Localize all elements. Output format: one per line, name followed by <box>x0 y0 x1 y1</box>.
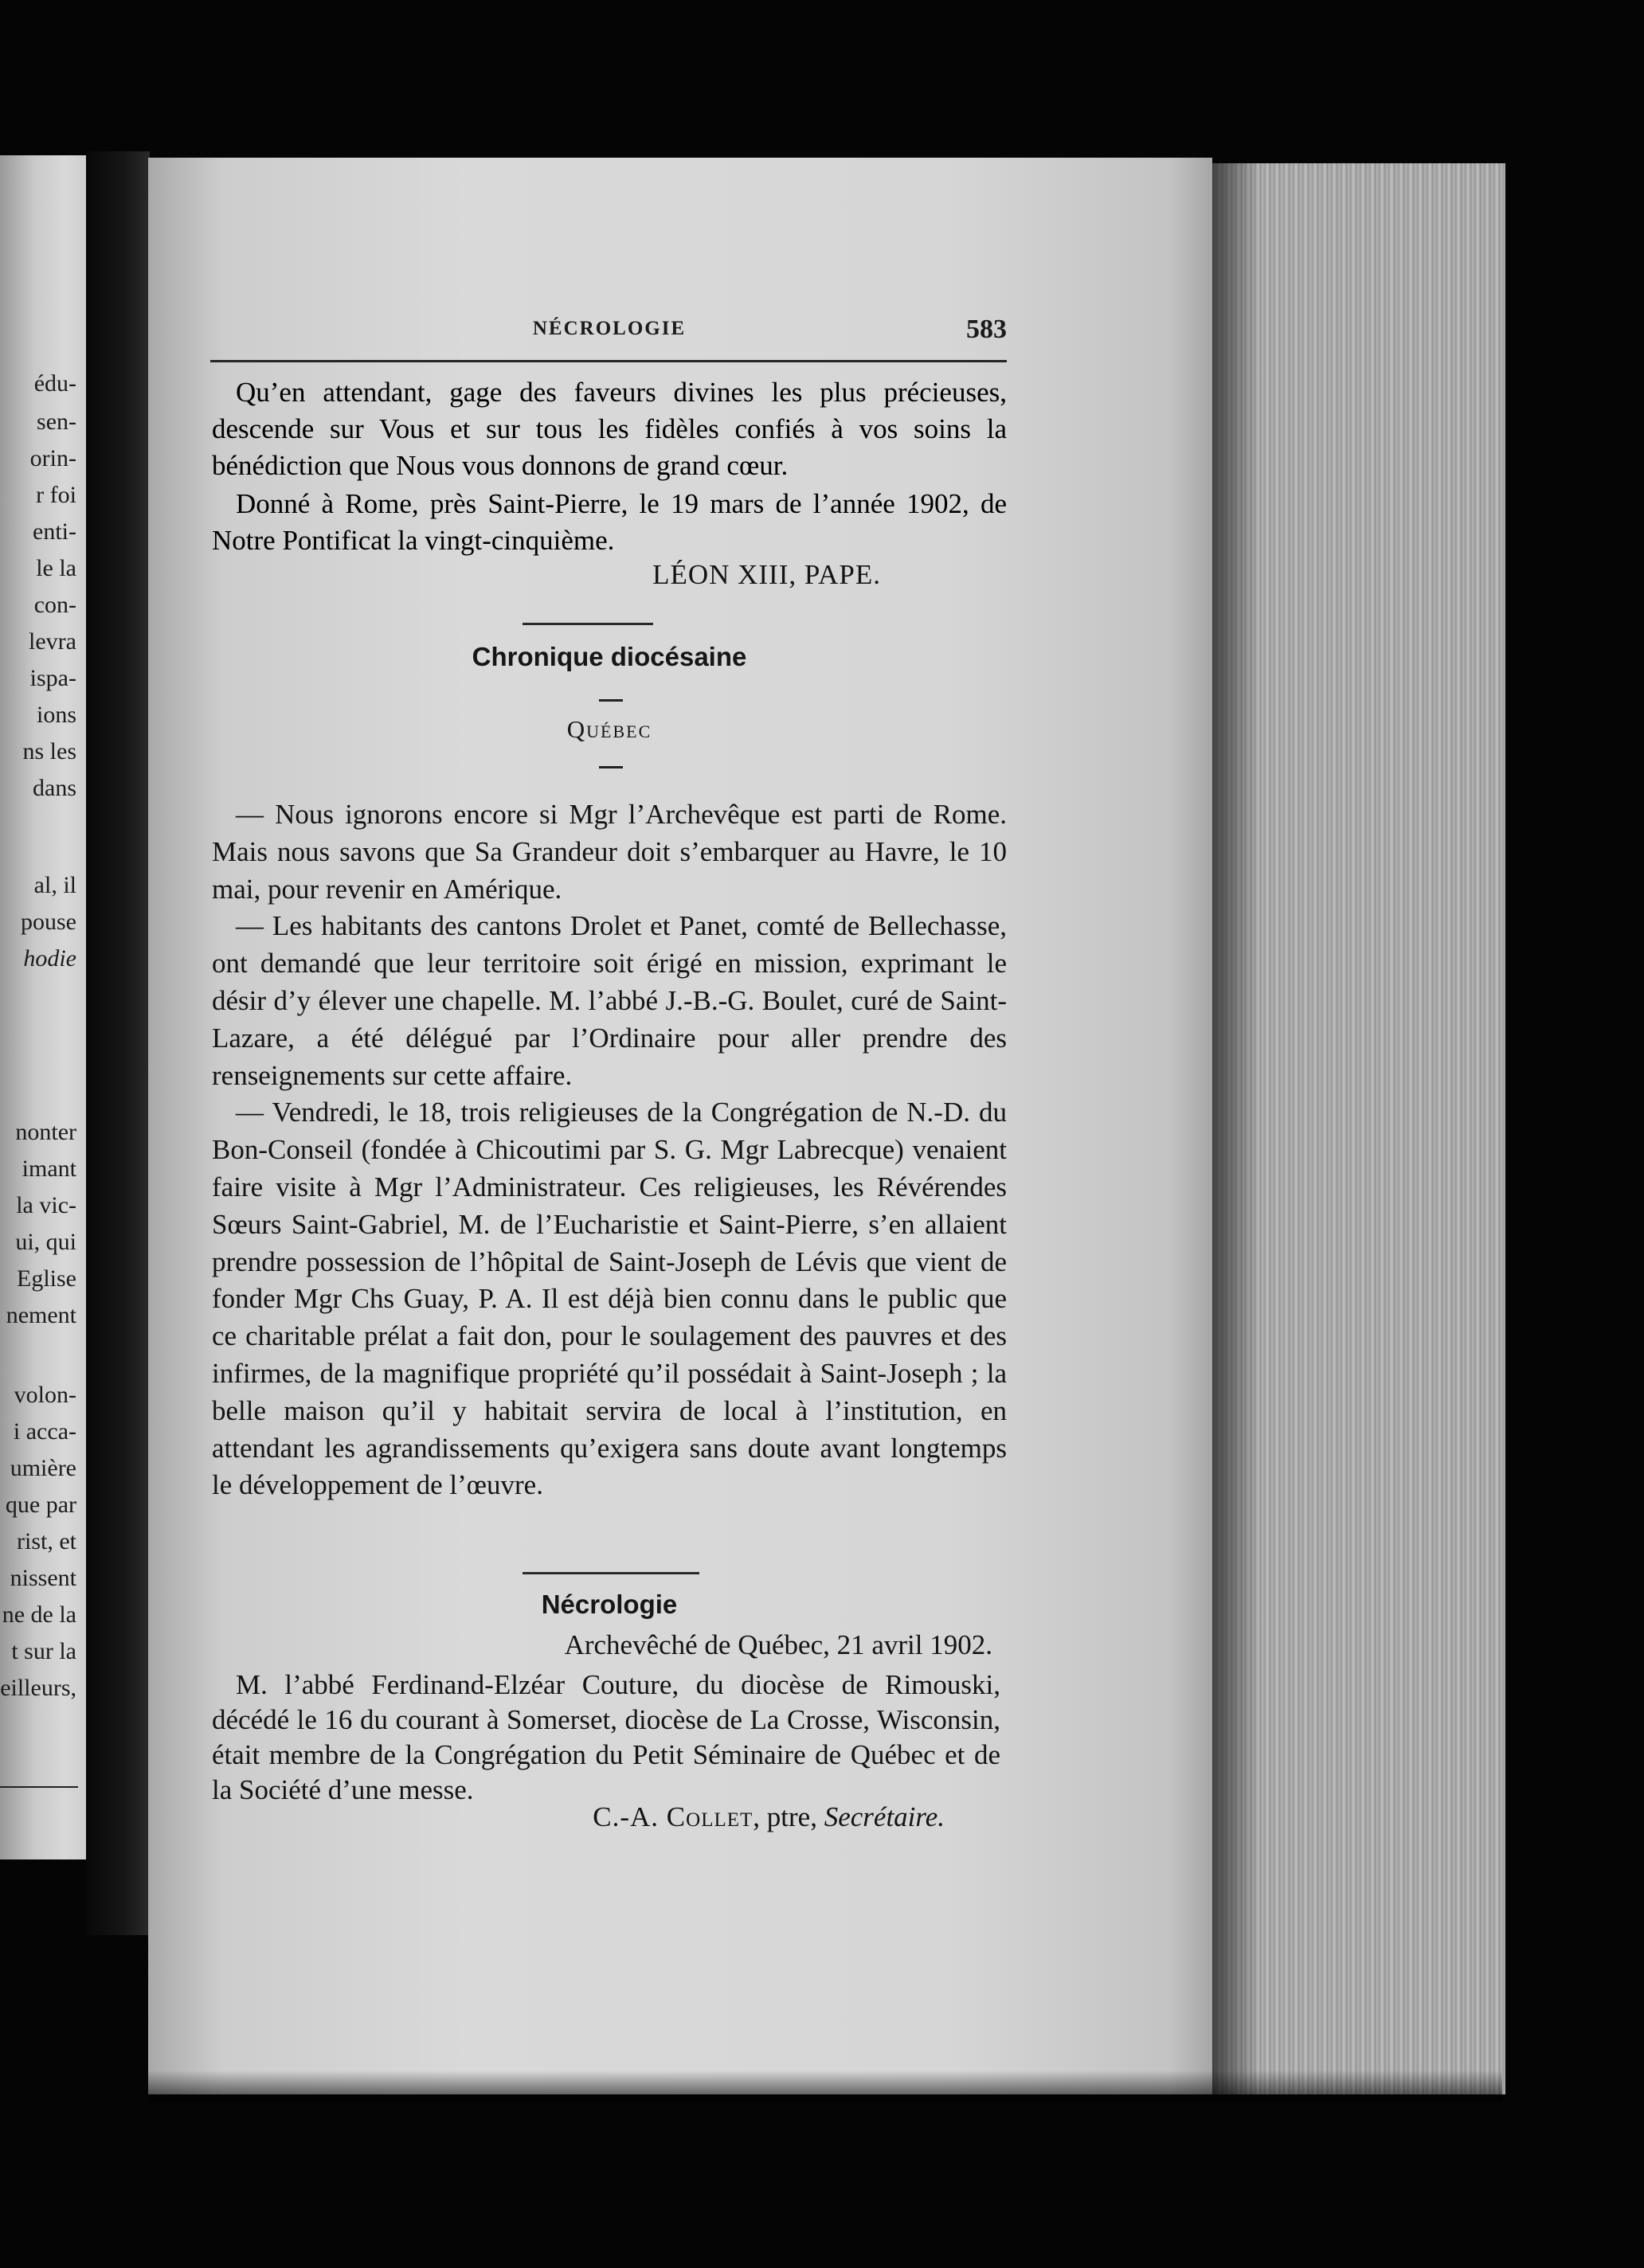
left-line: Eglise <box>17 1265 76 1292</box>
running-header <box>212 315 1007 354</box>
left-line: sen- <box>37 409 76 435</box>
left-line: r foi <box>36 482 76 508</box>
left-line: ions <box>36 702 76 728</box>
left-line: enti- <box>33 518 76 545</box>
section-title-necrologie: Nécrologie <box>541 1590 678 1619</box>
news-paragraph: — Vendredi, le 18, trois religieuses de la Congrégation de N.-D. du Bon-Conseil (fondée à Chicoutimi par S. G. Mgr Labrecque) venaient faire visite à Mgr l’Administrateur. Ces religieuses, les Révérendes Sœurs Saint-Gabriel, M. de l’Eucharistie et Saint-Pierre, s’en allaient prendre possession de l’hôpital de Saint-Joseph de Lévis que vient de fonder Mgr Chs Guay, P. A. Il est déjà bien connu dans le public que ce charitable prélat a fait don, pour le soulagement des pauvres et des infirmes, de la magnifique propriété qu’il possédait à Saint-Joseph ; la belle maison qu’il y habitait servira de local à l’institution, en attendant les agrandissements qu’exigera sans doute avant longtemps le développement de l’œuvre. <box>212 1097 1007 1501</box>
left-line: nement <box>6 1302 76 1328</box>
obituary-paragraph: M. l’abbé Ferdinand-Elzéar Couture, du diocèse de Rimouski, décédé le 16 du courant à Somerset, diocèse de La Crosse, Wisconsin, était membre de la Congrégation du Petit Séminaire de Québec et de la Société d’une messe. <box>212 1669 1000 1805</box>
left-page-rule <box>0 1786 78 1788</box>
ornament-dash <box>599 766 623 768</box>
facing-page-left <box>0 155 86 1859</box>
left-line: umière <box>10 1455 76 1481</box>
section-subtitle-quebec: Québec <box>566 715 652 743</box>
page-bottom-shadow <box>148 2071 1502 2102</box>
signer-title: , ptre, <box>753 1801 824 1832</box>
left-line: al, il <box>33 872 76 898</box>
letter-dating-paragraph: Donné à Rome, près Saint-Pierre, le 19 mars de l’année 1902, de Notre Pontificat la vingt-cinquième. <box>212 488 1007 556</box>
left-line: t sur la <box>11 1638 76 1664</box>
left-line: rist, et <box>17 1528 76 1554</box>
left-line: ne de la <box>2 1601 76 1628</box>
section-divider <box>523 623 653 625</box>
left-line: le la <box>36 555 76 581</box>
section-title-chronique: Chronique diocésaine <box>472 642 747 671</box>
left-line: orin- <box>29 445 76 471</box>
left-line: imant <box>22 1156 76 1182</box>
left-line: ui, qui <box>15 1229 76 1255</box>
left-line: con- <box>33 592 76 618</box>
signer-role: Secrétaire. <box>824 1801 945 1832</box>
header-rule <box>210 360 1007 362</box>
left-line: ispa- <box>29 665 76 691</box>
left-line: pouse <box>21 909 76 935</box>
left-line: ns les <box>22 738 76 764</box>
section-divider <box>523 1572 699 1574</box>
left-line: nissent <box>10 1565 76 1591</box>
news-paragraph: — Les habitants des cantons Drolet et Panet, comté de Bellechasse, ont demandé que leur territoire soit érigé en mission, exprimant le désir d’y élever une chapelle. M. l’abbé J.-B.-G. Boulet, curé de Saint-Lazare, a été délégué par l’Ordinaire pour aller prendre des renseignements sur cette affaire. <box>212 910 1007 1091</box>
left-line: dans <box>33 775 76 801</box>
papal-signature: LÉON XIII, PAPE. <box>652 559 881 590</box>
left-line: la vic- <box>16 1192 76 1218</box>
book-gutter <box>86 151 150 1935</box>
necrologie-body <box>212 1668 1000 1808</box>
left-line: eilleurs, <box>0 1675 76 1701</box>
page-number: 583 <box>966 315 1007 344</box>
ornament-dash <box>599 699 623 702</box>
left-line: i acca- <box>13 1418 76 1445</box>
page-edge-shadow <box>1212 163 1260 2094</box>
left-line: édu- <box>33 370 76 397</box>
left-line: levra <box>29 628 76 655</box>
left-line: nonter <box>15 1119 76 1145</box>
chronique-body <box>212 796 1007 1504</box>
running-title: NÉCROLOGIE <box>532 318 687 339</box>
signer-name: C.-A. Collet <box>593 1801 754 1832</box>
left-line: volon- <box>14 1382 76 1408</box>
letter-closing-paragraph: Qu’en attendant, gage des faveurs divines les plus précieuses, descende sur Vous et sur tous les fidèles confiés à vos soins la bénédiction que Nous vous donnons de grand cœur. <box>212 377 1007 481</box>
necrologie-signature <box>212 1801 945 1833</box>
left-line: que par <box>5 1492 76 1518</box>
news-paragraph: — Nous ignorons encore si Mgr l’Archevêque est parti de Rome. Mais nous savons que Sa Grandeur doit s’embarquer au Havre, le 10 mai, pour revenir en Amérique. <box>212 799 1007 905</box>
left-line: hodie <box>23 945 76 972</box>
necrologie-place-date: Archevêché de Québec, 21 avril 1902. <box>564 1629 992 1660</box>
